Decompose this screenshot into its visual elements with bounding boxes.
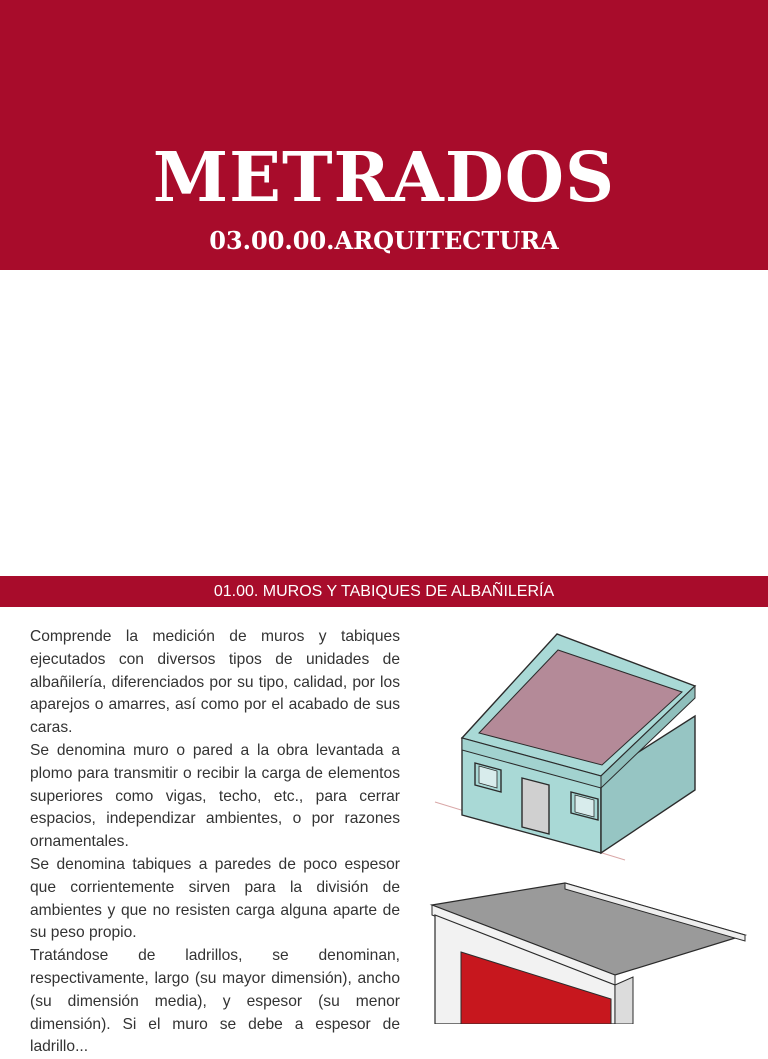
page-title: METRADOS xyxy=(152,138,616,218)
page-subtitle: 03.00.00.ARQUITECTURA xyxy=(209,226,559,255)
paragraph-3: Se denomina tabiques a paredes de poco espesor que corrientemente sirven para la división de ambientes y que no resisten carga alguna aparte de su peso propio. xyxy=(30,855,400,942)
section-title-bar: 01.00. MUROS Y TABIQUES DE ALBAÑILERÍA xyxy=(0,576,768,607)
wall-section-3d-icon xyxy=(425,875,755,1024)
paragraph-4: Tratándose de ladrillos, se denominan, respectivamente, largo (su mayor dimensión), ancho (su dimensión media), y espesor (su menor dimensión). Si el muro se debe a espesor de ladrillo... xyxy=(30,947,400,1056)
body-text xyxy=(30,626,400,1059)
house-3d-model-icon xyxy=(425,620,725,870)
paragraph-2: Se denomina muro o pared a la obra levantada a plomo para transmitir o recibir la carga de elementos superiores como vigas, techo, etc., para cerrar espacios, independizar ambientes, o por razones ornamentales. xyxy=(30,741,400,851)
paragraph-1: Comprende la medición de muros y tabiques ejecutados con diversos tipos de unidades de albañilería, diferenciados por su tipo, calidad, por los aparejos o amarres, así como por el acabado de sus caras. xyxy=(30,628,400,737)
